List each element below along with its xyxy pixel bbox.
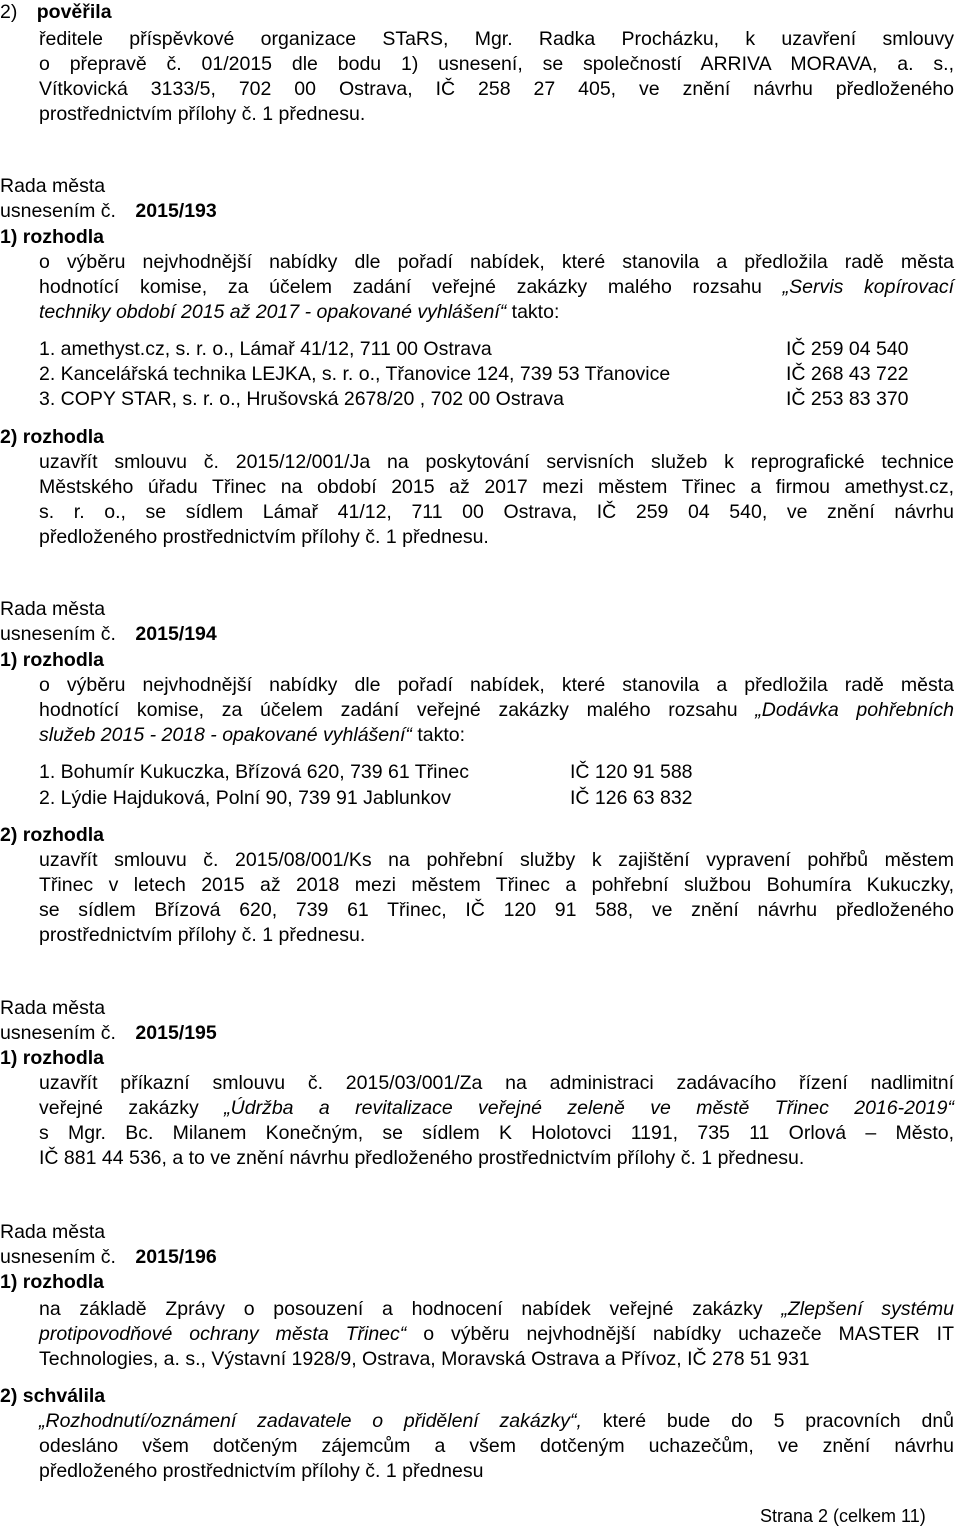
decision-heading: 2) schválila (0, 1385, 106, 1407)
paragraph-line: s Mgr. Bc. Milanem Konečným, se sídlem K Holotovci 1191, 735 11 Orlová – Město, (39, 1122, 954, 1144)
tender-title: „Zlepšení systému (781, 1298, 954, 1320)
paragraph-line: hodnotící komise, za účelem zadání veřejné zakázky malého rozsahu „Servis kopírovací (39, 276, 955, 298)
paragraph-line: prostřednictvím přílohy č. 1 přednesu. (39, 924, 366, 946)
council-heading: Rada města (0, 1221, 106, 1243)
paragraph-line: uzavřít smlouvu č. 2015/12/001/Ja na poskytování servisních služeb k reprografické technice (39, 451, 954, 473)
bidder-ic: IČ 268 43 722 (786, 363, 909, 385)
paragraph-line: protipovodňové ochrany města Třinec“ o výběru nejvhodnější nabídky uchazeče MASTER IT (39, 1323, 955, 1345)
paragraph-line: o přepravě č. 01/2015 dle bodu 1) usnesení, se společností ARRIVA MORAVA, a. s., (39, 53, 954, 75)
paragraph-line: Městského úřadu Třinec na období 2015 až 2017 mezi městem Třinec a firmou amethyst.cz, (39, 476, 954, 498)
decision-heading: 2) rozhodla (0, 426, 105, 448)
bidder-name: 3. COPY STAR, s. r. o., Hrušovská 2678/20 , 702 00 Ostrava (39, 388, 564, 410)
paragraph-line: prostřednictvím přílohy č. 1 přednesu. (39, 103, 366, 125)
page-footer: Strana 2 (celkem 11) (760, 1506, 926, 1526)
item-verb: pověřila (36, 1, 112, 23)
paragraph-line: na základě Zprávy o posouzení a hodnocení nabídek veřejné zakázky „Zlepšení systému (39, 1298, 954, 1320)
paragraph-line: Technologies, a. s., Výstavní 1928/9, Ostrava, Moravská Ostrava a Přívoz, IČ 278 51 931 (39, 1348, 810, 1370)
decision-heading: 2) rozhodla (0, 824, 105, 846)
paragraph-line: veřejné zakázky „Údržba a revitalizace veřejné zeleně ve městě Třinec 2016-2019“ (39, 1097, 954, 1119)
tender-title: služeb 2015 - 2018 - opakované vyhlášení“ (39, 724, 412, 746)
tender-title: „Údržba a revitalizace veřejné zeleně ve městě Třinec 2016-2019“ (224, 1097, 954, 1119)
resolution-heading: usnesením č. 2015/195 (0, 1022, 217, 1044)
paragraph-line: o výběru nejvhodnější nabídky dle pořadí nabídek, které stanovila a předložila radě města (39, 251, 954, 273)
resolution-number: 2015/196 (135, 1246, 217, 1268)
paragraph-line: Třinec v letech 2015 až 2018 mezi městem Třinec a pohřební službou Bohumíra Kukuczky, (39, 874, 954, 896)
council-heading: Rada města (0, 598, 106, 620)
paragraph-line: hodnotící komise, za účelem zadání veřejné zakázky malého rozsahu „Dodávka pohřebních (39, 699, 955, 721)
tender-title: „Servis kopírovací (782, 276, 955, 298)
paragraph-line: „Rozhodnutí/oznámení zadavatele o přidělení zakázky“, které bude do 5 pracovních dnů (39, 1410, 955, 1432)
tender-title: protipovodňové ochrany města Třinec“ (39, 1323, 407, 1345)
paragraph-line: předloženého prostřednictvím přílohy č. 1 přednesu (39, 1460, 484, 1482)
paragraph-line: Vítkovická 3133/5, 702 00 Ostrava, IČ 258 27 405, ve znění návrhu předloženého (39, 78, 954, 100)
resolution-heading: usnesením č. 2015/196 (0, 1246, 217, 1268)
paragraph-line: odesláno všem dotčeným zájemcům a všem dotčeným uchazečům, ve znění návrhu (39, 1435, 954, 1457)
bidder-name: 2. Kancelářská technika LEJKA, s. r. o., Třanovice 124, 739 53 Třanovice (39, 363, 671, 385)
paragraph-line: se sídlem Břízová 620, 739 61 Třinec, IČ 120 91 588, ve znění návrhu předloženého (39, 899, 954, 921)
paragraph-line: ředitele příspěvkové organizace STaRS, Mgr. Radka Procházku, k uzavření smlouvy (39, 28, 954, 50)
item-heading (0, 0, 112, 24)
paragraph-line: uzavřít smlouvu č. 2015/08/001/Ks na pohřební služby k zajištění vypravení pohřbů městem (39, 849, 954, 871)
bidder-ic: IČ 259 04 540 (786, 338, 909, 360)
bidder-name: 1. amethyst.cz, s. r. o., Lámař 41/12, 711 00 Ostrava (39, 338, 492, 360)
paragraph-line: IČ 881 44 536, a to ve znění návrhu předloženého prostřednictvím přílohy č. 1 přednesu. (39, 1147, 805, 1169)
paragraph-line: techniky období 2015 až 2017 - opakované vyhlášení“ takto: (39, 301, 560, 323)
bidder-ic: IČ 120 91 588 (570, 761, 693, 783)
paragraph-line: s. r. o., se sídlem Lámař 41/12, 711 00 Ostrava, IČ 259 04 540, ve znění návrhu (39, 501, 954, 523)
resolution-number: 2015/193 (135, 200, 217, 222)
bidder-ic: IČ 253 83 370 (786, 388, 909, 410)
resolution-heading: usnesením č. 2015/194 (0, 623, 217, 645)
bidder-name: 2. Lýdie Hajduková, Polní 90, 739 91 Jablunkov (39, 787, 451, 809)
resolution-number: 2015/195 (135, 1022, 217, 1044)
council-heading: Rada města (0, 175, 106, 197)
decision-heading: 1) rozhodla (0, 649, 105, 671)
document-title: „Rozhodnutí/oznámení zadavatele o přidělení zakázky“, (39, 1410, 582, 1432)
decision-heading: 1) rozhodla (0, 1047, 105, 1069)
paragraph-line: uzavřít příkazní smlouvu č. 2015/03/001/Za na administraci zadávacího řízení nadlimitní (39, 1072, 954, 1094)
tender-title: techniky období 2015 až 2017 - opakované vyhlášení“ (39, 301, 507, 323)
decision-heading: 1) rozhodla (0, 226, 105, 248)
decision-heading: 1) rozhodla (0, 1271, 105, 1293)
paragraph-line: o výběru nejvhodnější nabídky dle pořadí nabídek, které stanovila a předložila radě města (39, 674, 954, 696)
bidder-name: 1. Bohumír Kukuczka, Břízová 620, 739 61 Třinec (39, 761, 469, 783)
paragraph-line: služeb 2015 - 2018 - opakované vyhlášení“ takto: (39, 724, 466, 746)
council-heading: Rada města (0, 997, 106, 1019)
resolution-number: 2015/194 (135, 623, 217, 645)
item-number: 2) (0, 1, 18, 23)
tender-title: „Dodávka pohřebních (755, 699, 955, 721)
bidder-ic: IČ 126 63 832 (570, 787, 693, 809)
paragraph-line: předloženého prostřednictvím přílohy č. 1 přednesu. (39, 526, 489, 548)
resolution-heading: usnesením č. 2015/193 (0, 200, 217, 222)
